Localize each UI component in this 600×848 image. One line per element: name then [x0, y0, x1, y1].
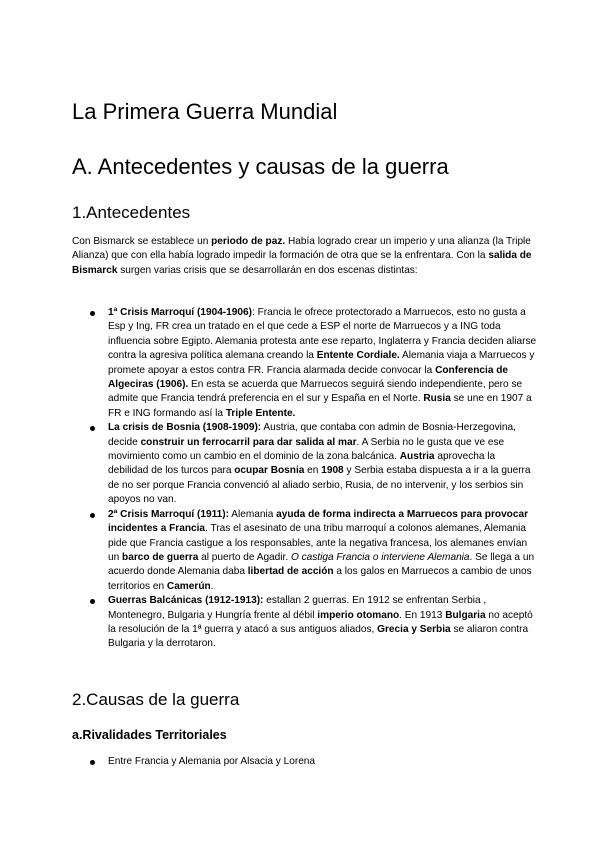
antecedentes-list	[72, 306, 537, 652]
bold-text: imperio otomano	[317, 609, 400, 621]
bold-text: ayuda de forma indirecta a Marruecos para provocar incidentes a Francia	[108, 508, 529, 535]
intro-paragraph	[72, 235, 532, 278]
text-run: Alemania viaja a Marruecos y promete apoyar a estos contra FR. Francia alarmada decide convocar la	[108, 350, 535, 376]
bold-text: 1ª Crisis Marroquí (1904-1906)	[108, 307, 252, 318]
bullet-icon	[90, 760, 95, 765]
text-run: en	[304, 465, 322, 477]
bullet-icon	[90, 599, 95, 604]
text-run: se une en 1907 a FR e ING formando así la	[108, 393, 532, 419]
text-run: . En 1913	[399, 609, 446, 621]
text-run: se aliaron contra Bulgaria y la derrotaron.	[108, 623, 529, 650]
italic-text: O castiga Francia o interviene Alemania	[290, 551, 470, 563]
bold-text: periodo de paz.	[211, 236, 286, 247]
bold-text: barco de guerra	[122, 551, 199, 563]
list-item	[72, 755, 537, 769]
bold-text: salida de Bismarck	[72, 250, 532, 276]
list-item-text: Entre Francia y Alemania por Alsacia y Lorena	[108, 756, 316, 767]
bold-text: ocupar Bosnia	[234, 465, 305, 477]
list-item	[72, 508, 537, 594]
text-run: : Francia le ofrece protectorado a Marruecos, esto no gusta a Esp y Ing, FR crea un tratado en el que cede a ESP el norte de Marruecos y a ING toda influencia sobre Egipto. Alemania protesta ante ese reparto, Inglaterra y Francia deciden aliarse contra la agresiva política alemana creando la	[108, 307, 537, 362]
list-item	[72, 421, 537, 507]
text-run: .	[210, 580, 214, 592]
bold-text: Bulgaria	[445, 609, 486, 621]
bold-text: La crisis de Bosnia (1908-1909):	[108, 422, 262, 434]
text-run: aprovecha la debilidad de los turcos para	[108, 451, 496, 477]
text-run: . Tras el asesinato de una tribu marroquí a colonos alemanes, Alemania pide que Francia castigue a los responsables, ante la negativa francesa, los alemanes envían un	[108, 523, 528, 563]
text-run: no aceptó la resolución de la 1ª guerra y atacó a sus antiguos aliados,	[108, 609, 533, 635]
bold-text: Camerún	[166, 580, 211, 592]
bold-text: construir un ferrocarril para dar salida al mar	[140, 436, 357, 448]
list-item	[72, 594, 537, 652]
bold-text: Guerras Balcánicas (1912-1913):	[108, 595, 264, 607]
bullet-icon	[90, 513, 95, 518]
text-run: Había logrado crear un imperio y una alianza (la Triple Alianza) que con ella había logrado impedir la formación de otra que se la enfrentara. Con la	[72, 236, 531, 262]
bold-text: 1908	[321, 465, 344, 477]
text-run: En esta se acuerda que Marruecos seguirá siendo independiente, pero se admite que Francia tendrá preferencia en el sur y España en el Norte.	[108, 379, 523, 405]
text-run: a los galos en Marruecos a cambio de unos territorios en	[108, 566, 532, 592]
section-a-heading: A. Antecedentes y causas de la guerra	[72, 154, 449, 179]
antecedentes-heading: 1.Antecedentes	[72, 203, 191, 222]
bold-text: Entente Cordiale.	[316, 350, 400, 362]
text-run: Austria, que contaba con admin de Bosnia-Herzegovina, decide	[108, 422, 516, 448]
bullet-icon	[90, 426, 95, 431]
bold-text: Austria	[399, 451, 435, 463]
bold-text: Triple Entente.	[225, 407, 296, 419]
text-run: al puerto de Agadir.	[198, 551, 291, 563]
bold-text: Grecia y Serbia	[377, 623, 451, 635]
text-run: . A Serbia no le gusta que ve ese movimiento como un cambio en el dominio de la zona balcánica.	[108, 436, 505, 463]
rivalidades-list	[72, 755, 537, 769]
bold-text: Conferencia de Algeciras (1906).	[108, 364, 509, 391]
bullet-icon	[90, 311, 95, 316]
bold-text: libertad de acción	[247, 566, 334, 578]
bold-text: Rusia	[423, 393, 451, 405]
text-run: y Serbia estaba dispuesta a ir a la guerra de no ser porque Francia convenció al aliado serbio, Rusia, de no intervenir, y los serbios sin apoyos no van.	[108, 465, 531, 506]
text-run: Con Bismarck se establece un	[72, 236, 212, 247]
causas-heading: 2.Causas de la guerra	[72, 690, 240, 709]
text-run: estallan 2 guerras. En 1912 se enfrentan Serbia , Montenegro, Bulgaria y Hungría frente al débil	[108, 595, 487, 621]
rivalidades-heading: a.Rivalidades Territoriales	[72, 728, 227, 742]
text-run: surgen varias crisis que se desarrollarán en dos escenas distintas:	[117, 264, 418, 276]
document-title: La Primera Guerra Mundial	[72, 99, 338, 124]
bold-text: 2ª Crisis Marroquí (1911):	[108, 508, 229, 520]
list-item	[72, 306, 537, 421]
text-run: Alemania	[228, 508, 277, 520]
text-run: . Se llega a un acuerdo donde Alemania daba	[108, 551, 535, 578]
